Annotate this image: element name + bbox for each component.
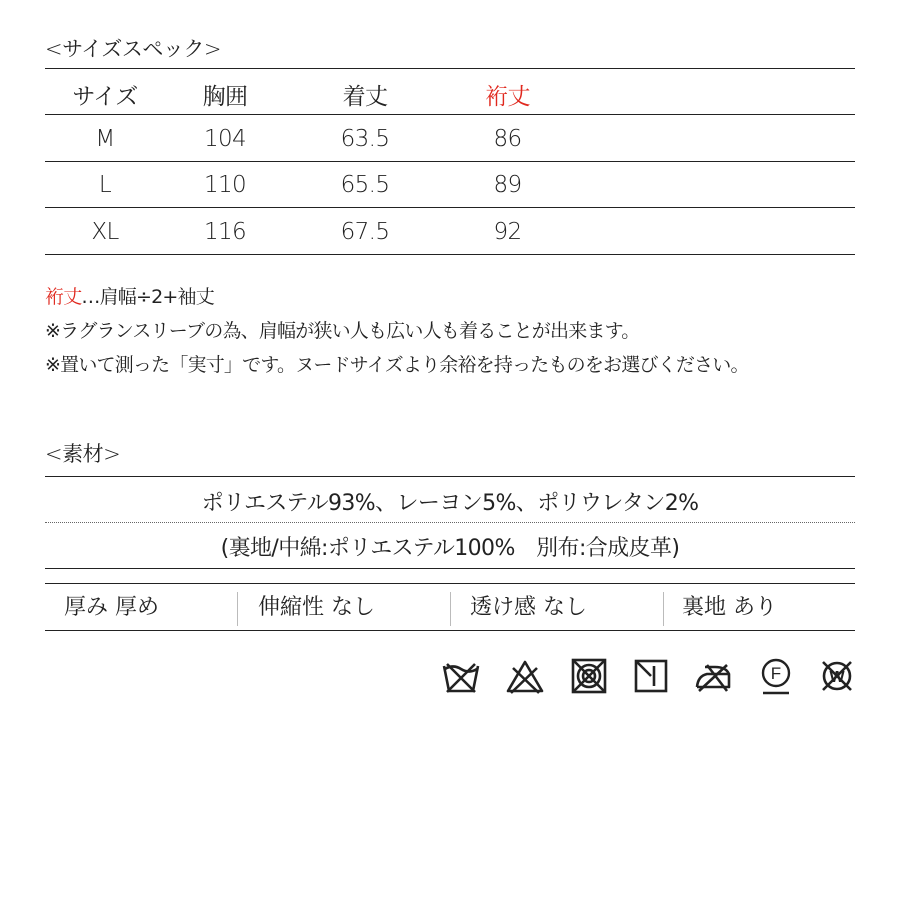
cell-size: L: [98, 172, 112, 198]
cell-size: XL: [91, 219, 119, 245]
material-bottom-border: [45, 568, 855, 569]
attribute-separator: [450, 592, 451, 626]
material-main: ポリエステル93%、レーヨン5%、ポリウレタン2%: [201, 491, 699, 516]
line-dry-shade-icon: [631, 656, 671, 696]
cell-chest: 104: [203, 126, 247, 152]
dry-clean-f-icon: [756, 656, 796, 696]
table-bottom-border: [45, 254, 855, 255]
row-border: [45, 161, 855, 162]
cell-length: 65.5: [340, 172, 390, 198]
raglan-note: ※ラグランスリーブの為、肩幅が狭い人も広い人も着ることが出来ます。: [45, 320, 640, 342]
iron-low-icon: [693, 656, 733, 696]
header-length: 着丈: [342, 84, 388, 110]
cell-sleeve: 86: [493, 126, 522, 152]
cell-sleeve: 89: [493, 172, 522, 198]
cell-sleeve: 92: [493, 219, 522, 245]
cell-length: 67.5: [340, 219, 390, 245]
attribute-separator: [663, 592, 664, 626]
material-top-border: [45, 476, 855, 477]
size-spec-title: <サイズスペック>: [45, 37, 222, 61]
no-wash-icon: [441, 656, 481, 696]
no-wet-clean-icon: [817, 656, 857, 696]
dry-clean-letter: F: [770, 664, 782, 683]
cell-size: M: [95, 126, 115, 152]
no-tumble-dry-icon: [569, 656, 609, 696]
header-chest: 胸囲: [202, 84, 248, 110]
formula-text: …肩幅÷2+袖丈: [81, 286, 214, 308]
material-title: <素材>: [45, 442, 121, 466]
table-top-border: [45, 68, 855, 69]
row-border: [45, 207, 855, 208]
wet-clean-letter: W: [829, 669, 845, 686]
attribute-lining: 裏地 あり: [682, 595, 778, 620]
table-header-border: [45, 114, 855, 115]
measurement-note: ※置いて測った「実寸」です。ヌードサイズより余裕を持ったものをお選びください。: [45, 354, 749, 376]
material-lining: (裏地/中綿:ポリエステル100% 別布:合成皮革): [220, 536, 680, 561]
attributes-top-border: [45, 583, 855, 584]
cell-length: 63.5: [340, 126, 390, 152]
formula-term: 裄丈: [45, 286, 82, 308]
header-size: サイズ: [72, 84, 138, 110]
cell-chest: 116: [203, 219, 247, 245]
no-bleach-icon: [505, 656, 545, 696]
material-divider: [45, 522, 855, 523]
attribute-sheerness: 透け感 なし: [470, 595, 588, 620]
formula-note: [45, 282, 214, 309]
attribute-separator: [237, 592, 238, 626]
attribute-stretch: 伸縮性 なし: [258, 595, 376, 620]
header-sleeve-length: 裄丈: [485, 84, 530, 110]
attributes-bottom-border: [45, 630, 855, 631]
cell-chest: 110: [203, 172, 247, 198]
attribute-thickness: 厚み 厚め: [64, 595, 160, 620]
